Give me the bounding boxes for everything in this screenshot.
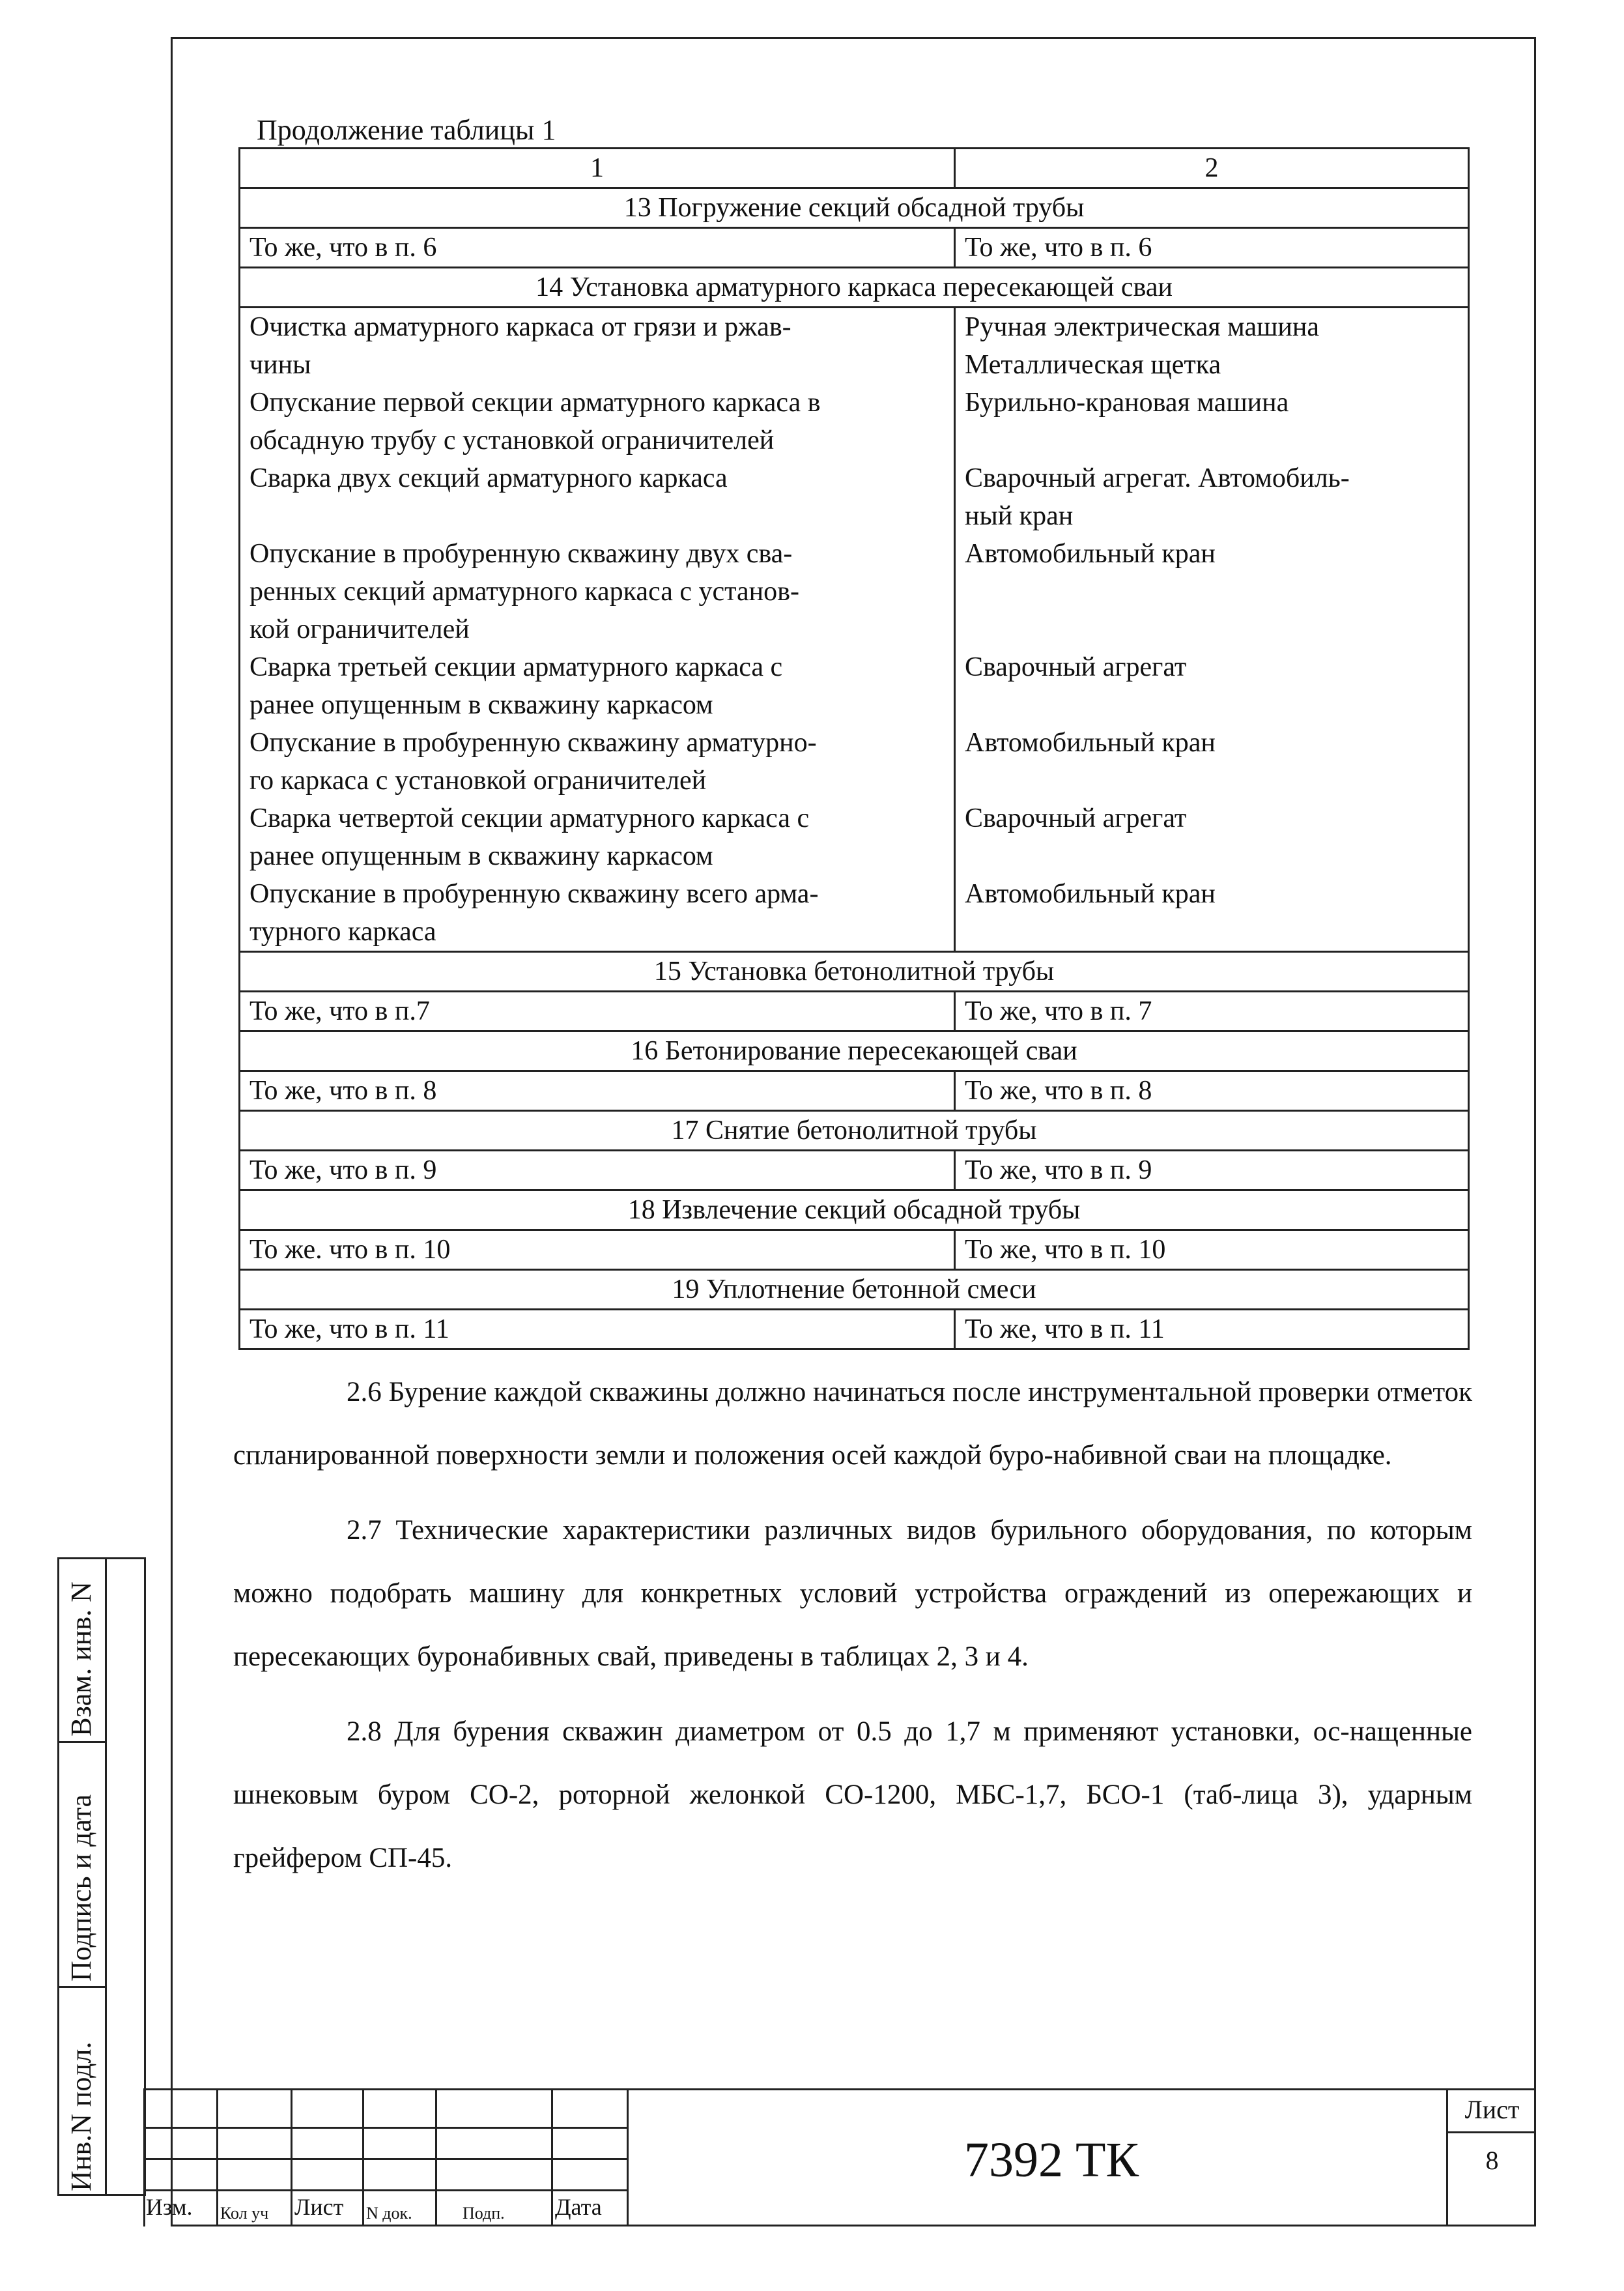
- table-row: [240, 228, 1469, 268]
- operation-line: обсадную трубу с установкой ограничителей: [249, 425, 775, 455]
- operation-line: То же, что в п. 8: [249, 1076, 437, 1106]
- equipment-line: [965, 573, 1459, 611]
- section-title-row: [240, 268, 1469, 308]
- equipment-line: Сварочный агрегат. Автомобиль-: [965, 463, 1350, 493]
- paragraph: 2.7 Технические характеристики различных видов бурильного оборудования, по которым можно подобрать машину для конкретных условий устройства ограждений из опережающих и пересекающих буронабивных свай, приведены в таблицах 2, 3 и 4.: [233, 1515, 1472, 1672]
- kol-uch-label: Кол уч: [220, 2204, 269, 2223]
- table-caption: Продолжение таблицы 1: [257, 114, 556, 146]
- operation-cell: [240, 1310, 955, 1349]
- operation-line: То же, что в п. 9: [249, 1155, 437, 1185]
- equipment-cell: [955, 1071, 1469, 1111]
- equipment-line: Металлическая щетка: [965, 350, 1221, 380]
- operation-line: ренных секций арматурного каркаса с установ-: [249, 577, 799, 607]
- table-header-row: [240, 149, 1469, 188]
- sheet-label: Лист: [1448, 2090, 1536, 2133]
- equipment-line: Автомобильный кран: [965, 728, 1216, 758]
- equipment-line: [965, 686, 1459, 724]
- inv-orig-cell: [59, 1988, 105, 2198]
- operation-cell: [240, 228, 955, 268]
- operation-line: турного каркаса: [249, 917, 436, 947]
- revision-grid: [143, 2090, 629, 2226]
- signature-date-label: Подпись и дата: [65, 1794, 97, 1981]
- section-title: 14 Установка арматурного каркаса пересекающей сваи: [240, 268, 1469, 308]
- equipment-line: ный кран: [965, 501, 1074, 531]
- equipment-line: Автомобильный кран: [965, 539, 1216, 569]
- equipment-cell: [955, 308, 1469, 952]
- replaced-inv-cell: [59, 1559, 105, 1743]
- equipment-line: То же, что в п. 8: [965, 1076, 1152, 1106]
- equipment-cell: [955, 228, 1469, 268]
- operation-line: То же. что в п. 10: [249, 1235, 451, 1265]
- replaced-inv-label: Взам. инв. N: [65, 1581, 97, 1736]
- body-text: [233, 1361, 1472, 1890]
- operation-line: го каркаса с установкой ограничителей: [249, 766, 707, 796]
- operation-line: кой ограничителей: [249, 614, 470, 644]
- operation-line: Опускание первой секции арматурного каркаса в: [249, 388, 821, 418]
- operation-cell: [240, 992, 955, 1031]
- operation-line: чины: [249, 350, 311, 380]
- equipment-line: Автомобильный кран: [965, 879, 1216, 909]
- section-title-row: [240, 952, 1469, 992]
- signature-label: Подп.: [463, 2204, 505, 2223]
- equipment-line: Ручная электрическая машина: [965, 312, 1320, 342]
- section-title: 19 Уплотнение бетонной смеси: [240, 1270, 1469, 1310]
- operation-cell: [240, 1151, 955, 1190]
- operation-line: Сварка четвертой секции арматурного каркаса с: [249, 803, 810, 833]
- equipment-line: Сварочный агрегат: [965, 803, 1187, 833]
- equipment-line: Сварочный агрегат: [965, 652, 1187, 682]
- signature-date-cell: [59, 1743, 105, 1988]
- sheet-box: [1446, 2090, 1536, 2226]
- equipment-line: То же, что в п. 9: [965, 1155, 1152, 1185]
- sheet-number: 8: [1485, 2146, 1499, 2175]
- equipment-line: [965, 422, 1459, 459]
- column-header: 2: [955, 149, 1469, 188]
- operation-line: Опускание в пробуренную скважину всего арма-: [249, 879, 819, 909]
- document-code: 7392 ТК: [964, 2133, 1139, 2187]
- table-row: [240, 1310, 1469, 1349]
- equipment-cell: [955, 1230, 1469, 1270]
- operation-line: ранее опущенным в скважину каркасом: [249, 690, 713, 720]
- operation-line: То же, что в п. 11: [249, 1314, 449, 1344]
- operation-cell: [240, 1230, 955, 1270]
- list-label: Лист: [294, 2194, 344, 2220]
- operation-line: То же, что в п. 6: [249, 233, 437, 263]
- column-header: 1: [240, 149, 955, 188]
- equipment-line: [965, 837, 1459, 875]
- izm-label: Изм.: [146, 2194, 193, 2220]
- equipment-line: То же, что в п. 7: [965, 996, 1152, 1026]
- paragraph: 2.8 Для бурения скважин диаметром от 0.5 до 1,7 м применяют установки, ос-нащенные шнековым буром СО-2, роторной желонкой СО-1200, МБС-1,7, БСО-1 (таб-лица 3), ударным грейфером СП-45.: [233, 1716, 1472, 1873]
- section-title: 16 Бетонирование пересекающей сваи: [240, 1031, 1469, 1071]
- operation-line: Опускание в пробуренную скважину двух сва-: [249, 539, 793, 569]
- table-row: [240, 1230, 1469, 1270]
- table-row: [240, 1151, 1469, 1190]
- table-row: [240, 308, 1469, 952]
- section-title-row: [240, 1270, 1469, 1310]
- margin-stamp: [57, 1557, 146, 2196]
- inv-orig-label: Инв.N подл.: [65, 2041, 97, 2191]
- equipment-cell: [955, 1151, 1469, 1190]
- doc-number-label: N док.: [366, 2204, 412, 2223]
- operation-line: ранее опущенным в скважину каркасом: [249, 841, 713, 871]
- date-label: Дата: [555, 2194, 602, 2220]
- equipment-line: [965, 762, 1459, 800]
- section-title: 15 Установка бетонолитной трубы: [240, 952, 1469, 992]
- section-title: 17 Снятие бетонолитной трубы: [240, 1111, 1469, 1151]
- operation-line: Опускание в пробуренную скважину арматурно-: [249, 728, 817, 758]
- operation-line: [249, 497, 945, 535]
- operation-line: Сварка третьей секции арматурного каркаса с: [249, 652, 783, 682]
- operation-cell: [240, 1071, 955, 1111]
- operation-cell: [240, 308, 955, 952]
- equipment-cell: [955, 1310, 1469, 1349]
- section-title: 18 Извлечение секций обсадной трубы: [240, 1190, 1469, 1230]
- section-title: 13 Погружение секций обсадной трубы: [240, 188, 1469, 228]
- equipment-line: То же, что в п. 6: [965, 233, 1152, 263]
- section-title-row: [240, 1031, 1469, 1071]
- equipment-line: То же, что в п. 10: [965, 1235, 1166, 1265]
- title-block: [143, 2088, 1536, 2226]
- paragraph: 2.6 Бурение каждой скважины должно начинаться после инструментальной проверки отметок спланированной поверхности земли и положения осей каждой буро-набивной сваи на площадке.: [233, 1377, 1472, 1471]
- table-row: [240, 992, 1469, 1031]
- equipment-cell: [955, 992, 1469, 1031]
- equipment-line: [965, 611, 1459, 648]
- equipment-line: То же, что в п. 11: [965, 1314, 1165, 1344]
- operation-line: Сварка двух секций арматурного каркаса: [249, 463, 728, 493]
- equipment-table: [238, 147, 1470, 1350]
- operation-line: То же, что в п.7: [249, 996, 430, 1026]
- equipment-line: Бурильно-крановая машина: [965, 388, 1289, 418]
- table-row: [240, 1071, 1469, 1111]
- equipment-line: [965, 913, 1459, 951]
- section-title-row: [240, 1111, 1469, 1151]
- section-title-row: [240, 1190, 1469, 1230]
- section-title-row: [240, 188, 1469, 228]
- operation-line: Очистка арматурного каркаса от грязи и ржав-: [249, 312, 791, 342]
